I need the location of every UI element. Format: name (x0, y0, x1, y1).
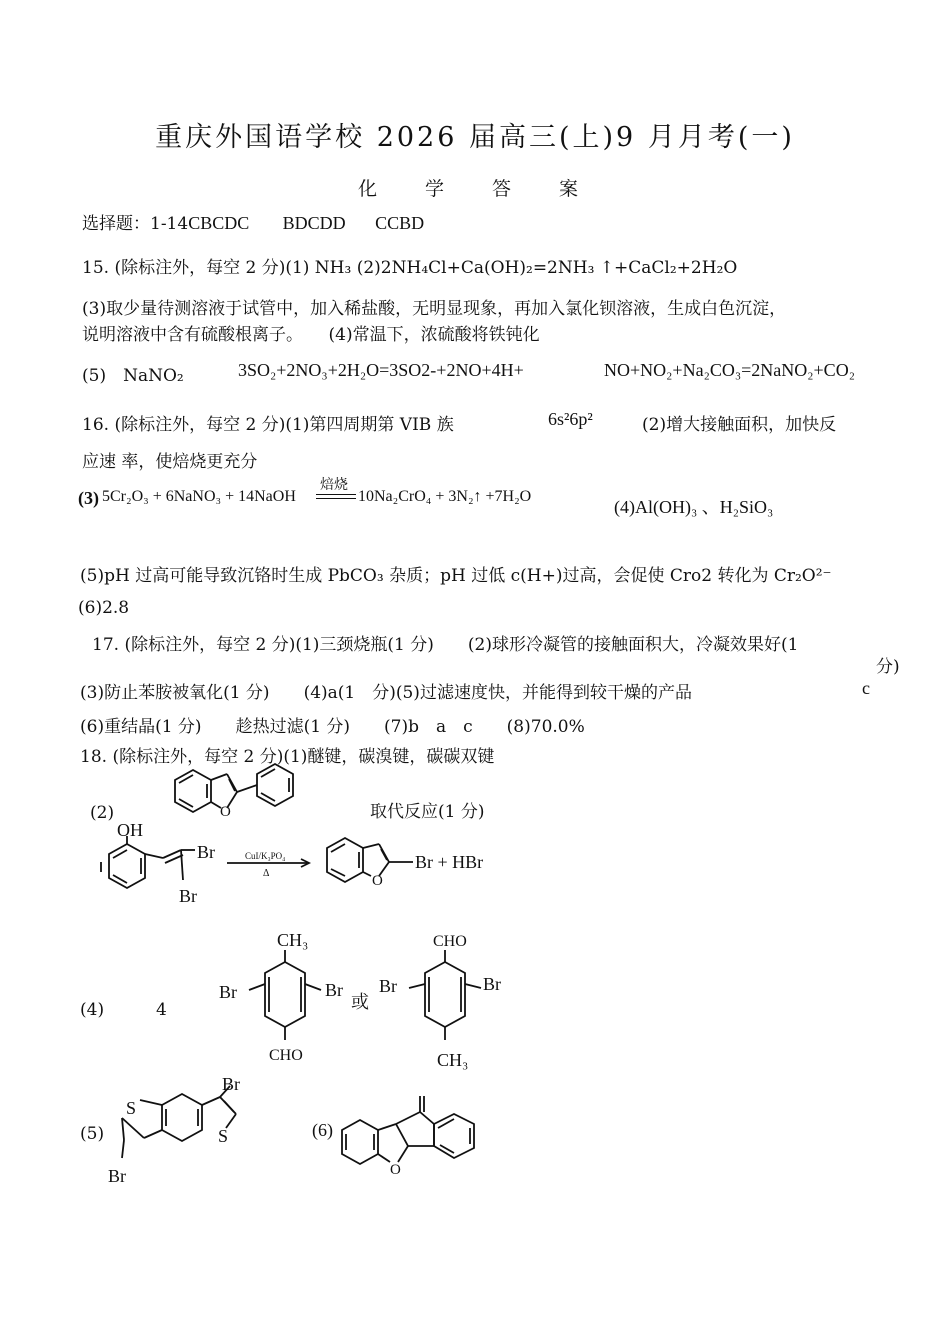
q18-p4-structures (215, 928, 515, 1076)
choice-answers (82, 209, 424, 234)
furan-oxygen-label: O (372, 873, 383, 889)
bromo-label-3: Br (219, 982, 237, 1002)
bromo-label-8: Br (108, 1166, 126, 1186)
methyl-label-2: CH₃ (437, 1050, 469, 1070)
product-label: Br + HBr (415, 852, 484, 872)
choice-group-3: CCBD (375, 213, 425, 233)
methyl-label-1: CH₃ (277, 930, 309, 950)
bromo-label-2: Br (179, 886, 197, 906)
q18-p2-label: (2) (90, 803, 115, 823)
q17-line2-answer: c (862, 678, 870, 698)
q15-p5-label: (5) NaNO₂ (82, 366, 184, 386)
thiophene-sulfur-1: S (126, 1098, 137, 1118)
bromo-label-1: Br (197, 842, 215, 862)
q18-p5-label: (5) (80, 1124, 105, 1144)
q16-p3-label: (3) (78, 488, 99, 508)
q16-p6: (6)2.8 (78, 598, 130, 618)
choice-label: 选择题：1-14 (82, 214, 189, 234)
q18-p5-structure (100, 1070, 260, 1190)
q18-p6-structure (310, 1090, 510, 1180)
bromo-label-6: Br (483, 974, 501, 994)
furan-oxygen-label-2: O (390, 1162, 401, 1178)
page-title: 重庆外国语学校 2026 届高三(上)9 月月考(一) (155, 122, 795, 153)
heat-label: Δ (263, 868, 270, 879)
q17-line3: (6)重结晶(1 分) 趁热过滤(1 分) (7)b a c (8)70.0% (80, 717, 585, 737)
q18-p2-note: 取代反应(1 分) (370, 802, 485, 822)
equals-sign-icon (316, 494, 356, 499)
q17-head-tail: 分) (876, 657, 900, 677)
catalyst-label: CuI/K₃PO₄ (245, 851, 286, 861)
q16-p3-condition: 焙烧 (320, 477, 348, 493)
q18-p2-reaction (95, 818, 515, 913)
q15-p3-line2: 说明溶液中含有硫酸根离子。 (4)常温下，浓硫酸将铁钝化 (82, 325, 540, 345)
svg-text:O: O (220, 804, 231, 820)
aldehyde-label-1: CHO (269, 1047, 303, 1064)
q18-head: 18. (除标注外，每空 2 分)(1)醚键，碳溴键，碳碳双键 (80, 747, 495, 767)
q16-p3-reactants: 5Cr₂O₃ + 6NaNO₃ + 14NaOH (102, 488, 296, 505)
q16-p4: (4)Al(OH)₃ 、H₂SiO₃ (614, 497, 774, 517)
q17-head: 17. (除标注外，每空 2 分)(1)三颈烧瓶(1 分) (2)球形冷凝管的接触面积大，冷凝效果好(1 (92, 635, 799, 655)
or-label: 或 (351, 992, 369, 1012)
q16-p2-a: (2)增大接触面积，加快反 (642, 415, 837, 435)
q15-head: 15. (除标注外，每空 2 分)(1) NH₃ (2)2NH₄Cl+Ca(OH)₂=2NH₃ ↑+CaCl₂+2H₂O (82, 258, 738, 278)
q16-head: 16. (除标注外，每空 2 分)(1)第四周期第 VIB 族 (82, 415, 454, 435)
bromo-label-4: Br (325, 980, 343, 1000)
q15-p3-line1: (3)取少量待测溶液于试管中，加入稀盐酸，无明显现象，再加入氯化钡溶液，生成白色沉淀， (82, 299, 787, 319)
aldehyde-label-2: CHO (433, 933, 467, 950)
q16-p3-equation (78, 474, 618, 514)
q16-p5: (5)pH 过高可能导致沉铬时生成 PbCO₃ 杂质；pH 过低 c(H+)过高，会促使 Cro2 转化为 Cr₂O²⁻ (80, 566, 832, 586)
q18-p4-label: (4) (80, 1000, 105, 1020)
bromo-label-5: Br (379, 976, 397, 996)
q16-electron-config: 6s²6p² (548, 409, 593, 429)
q18-p6-label: (6) (312, 1120, 333, 1140)
q17-line2: (3)防止苯胺被氧化(1 分) (4)a(1 分)(5)过滤速度快，并能得到较干燥的产品 (80, 683, 692, 703)
page-subtitle: 化 学 答 案 (357, 178, 593, 200)
q15-p5-equation-2: NO+NO₂+Na₂CO₃=2NaNO₂+CO₂ (604, 360, 855, 380)
q16-p3-products: 10Na₂CrO₄ + 3N₂↑ +7H₂O (358, 488, 532, 505)
thiophene-sulfur-2: S (218, 1126, 229, 1146)
q18-p4-count: 4 (156, 1000, 167, 1020)
q15-p5-equation-1: 3SO₂+2NO₃+2H₂O=3SO2-+2NO+4H+ (238, 360, 524, 380)
bromo-label-7: Br (222, 1074, 240, 1094)
q16-p2-b: 应速 率，使焙烧更充分 (82, 452, 258, 472)
choice-group-2: BDCDD (282, 213, 346, 233)
hydroxyl-label: OH (117, 820, 143, 840)
choice-group-1: CBCDC (188, 213, 250, 233)
